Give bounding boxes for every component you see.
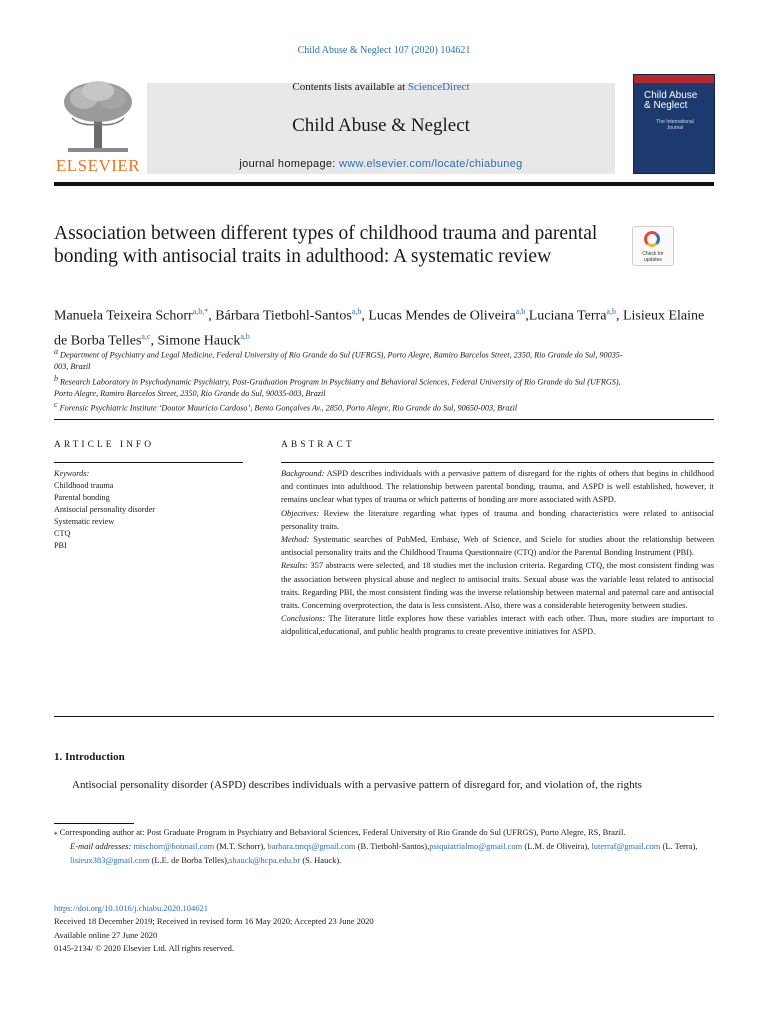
introduction-text: Antisocial personality disorder (ASPD) describes individuals with a pervasive pattern of disregard for, and violation of, the rights	[72, 779, 642, 791]
author-affiliation-marker[interactable]: a,b	[606, 307, 616, 316]
section-divider	[54, 419, 714, 420]
elsevier-logo	[54, 78, 142, 176]
affiliation-item	[54, 373, 634, 400]
keyword-item: CTQ	[54, 529, 71, 538]
author-name[interactable]: Manuela Teixeira Schorr	[54, 308, 193, 324]
publication-info	[54, 902, 714, 956]
abstract-results: Results: 357 abstracts were selected, and 18 studies met the inclusion criteria. Regarding CTQ, the most consistent finding was the association between physical abuse and neglect to antisocial traits. Sexual abuse was the variable least related to antisocial traits. Regarding PBI, the most consistent finding was the inverse relationship between maternal and paternal care and antisocial traits. Concerning overprotection, the data is less consistent. Also, there was a considerable heterogenity between studies.	[281, 561, 714, 611]
affiliation-text: Forensic Psychiatric Institute ‘Doutor Maurício Cardoso’, Bento Gonçalves Av., 2850, Porto Alegre, Rio Grande do Sul, 90650-003, Brazil	[57, 404, 518, 414]
available-online-date: Available online 27 June 2020	[54, 929, 158, 940]
affiliation-item	[54, 399, 634, 414]
abstract-heading: ABSTRACT	[281, 440, 355, 450]
contents-line: Contents lists available at ScienceDirect	[292, 81, 470, 93]
corresponding-author-note: ⁎ Corresponding author at: Post Graduate Program in Psychiatry and Behavioral Sciences, Federal University of Rio Grande do Sul (UFRGS), Porto Alegre, RS, Brazil.	[54, 827, 626, 837]
author-name[interactable]: Bárbara Tietbohl-Santos	[215, 308, 352, 324]
affiliation-text: Research Laboratory in Psychodynamic Psychiatry, Post-Graduation Program in Psychiatry and Behavioral Sciences, Federal University of Rio Grande do Sul (UFRGS), Porto Alegre, Ramiro Barcelos Street, 2350, Rio Grande do Sul, 90035-003, Brazil	[54, 377, 621, 398]
abstract-divider	[281, 462, 714, 463]
copyright-line: 0145-2134/ © 2020 Elsevier Ltd. All rights reserved.	[54, 943, 234, 954]
received-dates: Received 18 December 2019; Received in revised form 16 May 2020; Accepted 23 June 2020	[54, 916, 374, 927]
keywords-panel	[54, 468, 243, 552]
publisher-name: ELSEVIER	[55, 156, 141, 175]
footnotes	[54, 826, 714, 867]
author-affiliation-marker[interactable]: a,b	[240, 331, 250, 341]
email-label: E-mail addresses:	[70, 841, 134, 852]
author-separator: ,	[150, 333, 158, 349]
keyword-item: Parental bonding	[54, 493, 110, 502]
author-separator: ,	[525, 308, 529, 324]
author-affiliation-marker[interactable]: a,b	[515, 307, 526, 316]
cover-title: Child Abuse & Neglect	[644, 90, 698, 111]
check-updates-label: Check for updates	[642, 251, 664, 263]
journal-homepage-link[interactable]: www.elsevier.com/locate/chiabuneg	[339, 158, 523, 170]
journal-citation-link[interactable]: Child Abuse & Neglect 107 (2020) 104621	[297, 45, 471, 56]
abstract-method: Method: Systematic searches of PubMed, Embase, Web of Science, and Scielo for studies about the relationship between antisocial personality traits and the Childhood Trauma Questionnaire (CTQ) and/or the Parental Bonding Instrument (PBI).	[281, 535, 715, 558]
article-info-heading: ARTICLE INFO	[54, 440, 155, 450]
email-link[interactable]: shauck@hcpa.edu.br	[229, 854, 301, 865]
keyword-item: Systematic review	[54, 517, 115, 526]
author-affiliation-marker[interactable]: a,b	[351, 307, 362, 316]
author-affiliation-marker[interactable]: a,b,*	[192, 307, 209, 316]
affiliation-marker: b	[54, 373, 58, 383]
doi-link[interactable]: https://doi.org/10.1016/j.chiabu.2020.104621	[54, 903, 209, 913]
affiliation-marker: c	[54, 400, 58, 410]
introduction-heading: 1. Introduction	[54, 751, 125, 763]
author-separator: ,	[361, 308, 369, 324]
keyword-item: PBI	[54, 541, 67, 550]
footnote-divider	[54, 823, 134, 824]
article-title: Association between different types of childhood trauma and parental bonding with antisocial traits in adulthood: A systematic review	[54, 223, 598, 267]
abstract-body	[281, 467, 714, 639]
sciencedirect-link[interactable]: ScienceDirect	[407, 81, 470, 93]
email-owner: (B. Tietbohl-Santos),	[355, 841, 430, 852]
email-owner: (L.M. de Oliveira),	[522, 841, 592, 852]
affiliation-marker: a	[54, 347, 58, 356]
tree-logo-icon	[54, 78, 142, 156]
email-link[interactable]: luterraf@gmail.com	[591, 841, 661, 852]
email-link[interactable]: mtschorr@hotmail.com	[133, 841, 215, 852]
affiliation-text: Department of Psychiatry and Legal Medicine, Federal University of Rio Grande do Sul (UFRGS), Porto Alegre, Ramiro Barcelos Street, 2350, Rio Grande do Sul, 90035-003, Brazil	[54, 350, 623, 372]
journal-cover-image	[633, 74, 715, 174]
author-list	[54, 302, 714, 351]
keyword-item: Childhood trauma	[54, 481, 114, 490]
check-for-updates-button[interactable]	[632, 226, 674, 266]
article-info-divider	[54, 462, 243, 463]
email-link[interactable]: psiquiatrialmo@gmail.com	[429, 841, 523, 852]
keywords-heading: Keywords:	[54, 469, 90, 478]
journal-homepage-line: journal homepage: www.elsevier.com/locate/chiabuneg	[239, 158, 523, 170]
email-owner: (S. Hauck).	[300, 854, 342, 865]
email-addresses	[54, 840, 714, 867]
affiliation-item	[54, 346, 634, 373]
email-owner: (L.E. de Borba Telles),	[149, 854, 230, 865]
keyword-item: Antisocial personality disorder	[54, 505, 155, 514]
author-separator: ,	[615, 308, 623, 324]
cover-subtitle: The International Journal	[656, 119, 694, 131]
abstract-end-divider	[54, 716, 714, 717]
email-link[interactable]: lisieux383@gmail.com	[70, 854, 150, 865]
affiliation-list	[54, 346, 634, 415]
email-owner: (M.T. Schorr),	[214, 841, 268, 852]
author-name[interactable]: Luciana Terra	[528, 308, 607, 324]
journal-title: Child Abuse & Neglect	[292, 115, 470, 136]
email-link[interactable]: barbara.tmqs@gmail.com	[267, 841, 356, 852]
author-name[interactable]: Simone Hauck	[157, 333, 241, 349]
email-owner: (L. Terra),	[660, 841, 698, 852]
abstract-conclusions: Conclusions: The literature little explores how these variables interact with each other. Thus, more studies are important to aidpolitical,educational, and public health programs to create preventive initiatives for ASPD.	[281, 614, 714, 637]
author-separator: ,	[208, 308, 216, 324]
abstract-background: Background: ASPD describes individuals with a pervasive pattern of disregard for the rights of others that begins in childhood and continues into adulthood. The relationship between parental bonding, trauma, and ASPD is well established, however, it remains unclear what types of trauma or which patterns of bonding are more associated with ASPD.	[281, 469, 714, 505]
abstract-objectives: Objectives: Review the literature regarding what types of trauma and bonding characteristics were related to antisocial personality traits.	[281, 508, 714, 531]
check-updates-icon	[644, 231, 660, 247]
author-affiliation-marker[interactable]: a,c	[141, 331, 151, 341]
header-divider	[54, 182, 714, 186]
author-name[interactable]: Lisieux Elaine de Borba Telles	[54, 308, 705, 349]
author-name[interactable]: Lucas Mendes de Oliveira	[368, 308, 516, 324]
